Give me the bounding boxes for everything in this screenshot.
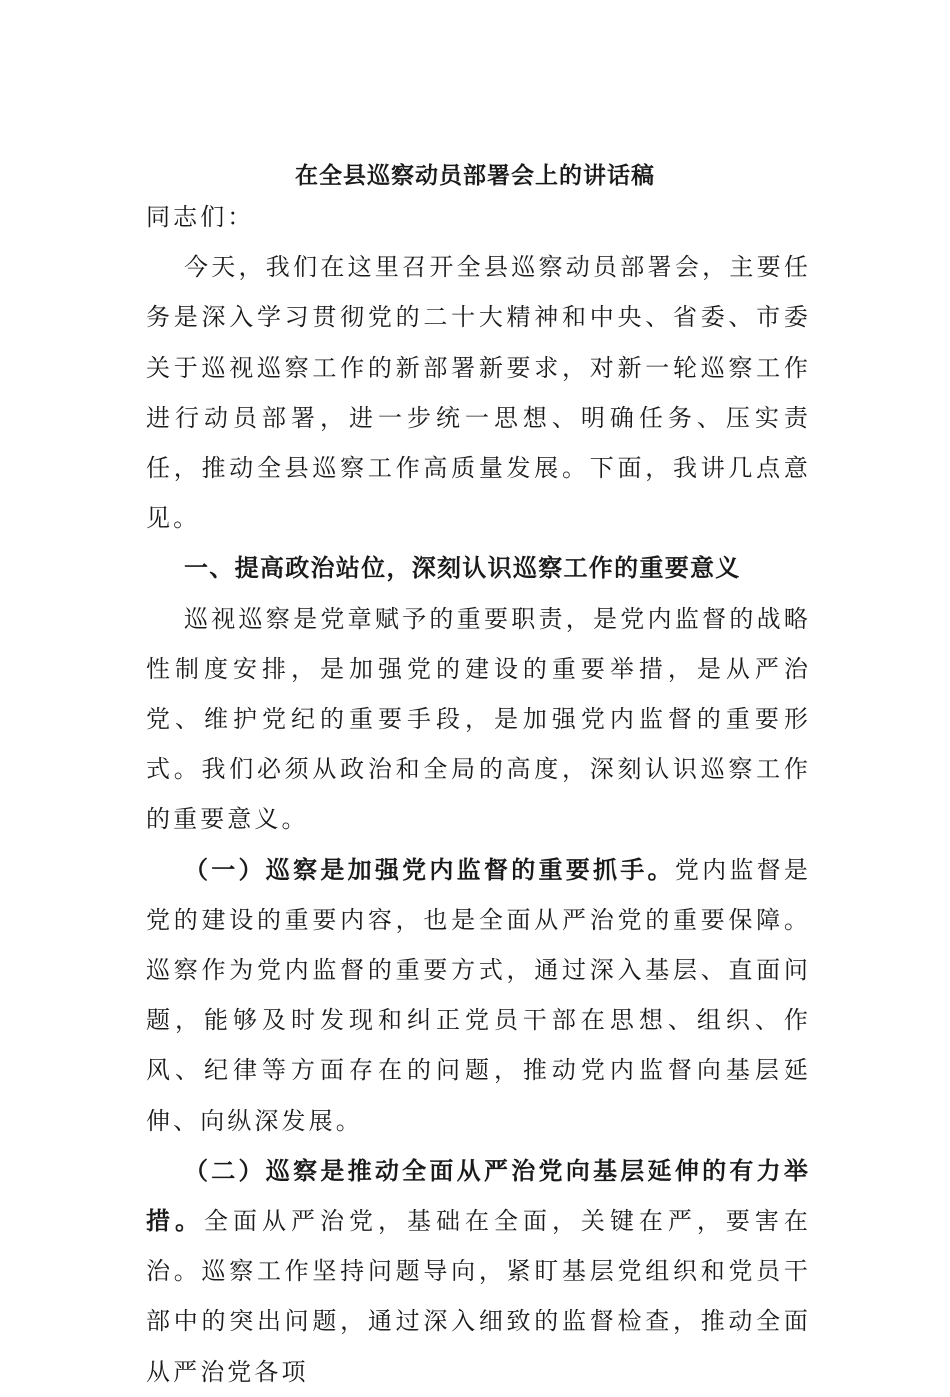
point-1-text: 党内监督是党的建设的重要内容，也是全面从严治党的重要保障。巡察作为党内监督的重要方式，通过深入基层、直面问题，能够及时发现和纠正党员干部在思想、组织、作风、纪律等方面存在的问题，推动党内监督向基层延伸、向纵深发展。 (146, 855, 811, 1135)
point-2-paragraph (146, 1146, 811, 1397)
point-2-text: 全面从严治党，基础在全面，关键在严，要害在治。巡察工作坚持问题导向，紧盯基层党组织和党员干部中的突出问题，通过深入细致的监督检查，推动全面从严治党各项 (146, 1207, 811, 1386)
point-1-lead: （一）巡察是加强党内监督的重要抓手。 (184, 854, 675, 884)
intro-paragraph: 今天，我们在这里召开全县巡察动员部署会，主要任务是深入学习贯彻党的二十大精神和中央、省委、市委关于巡视巡察工作的新部署新要求，对新一轮巡察工作进行动员部署，进一步统一思想、明确任务、压实责任，推动全县巡察工作高质量发展。下面，我讲几点意见。 (146, 253, 811, 533)
document-body (146, 192, 811, 1397)
point-1-paragraph (146, 845, 811, 1146)
document-title: 在全县巡察动员部署会上的讲话稿 (295, 162, 655, 189)
point-2-lead: （二）巡察是推动全面从严治党向基层延伸的有力举措。 (146, 1155, 811, 1236)
salutation: 同志们： (146, 203, 255, 231)
section-heading-1: 一、提高政治站位，深刻认识巡察工作的重要意义 (184, 553, 741, 583)
section-1-paragraph: 巡视巡察是党章赋予的重要职责，是党内监督的战略性制度安排，是加强党的建设的重要举措，是从严治党、维护党纪的重要手段，是加强党内监督的重要形式。我们必须从政治和全局的高度，深刻认识巡察工作的重要意义。 (146, 604, 811, 834)
